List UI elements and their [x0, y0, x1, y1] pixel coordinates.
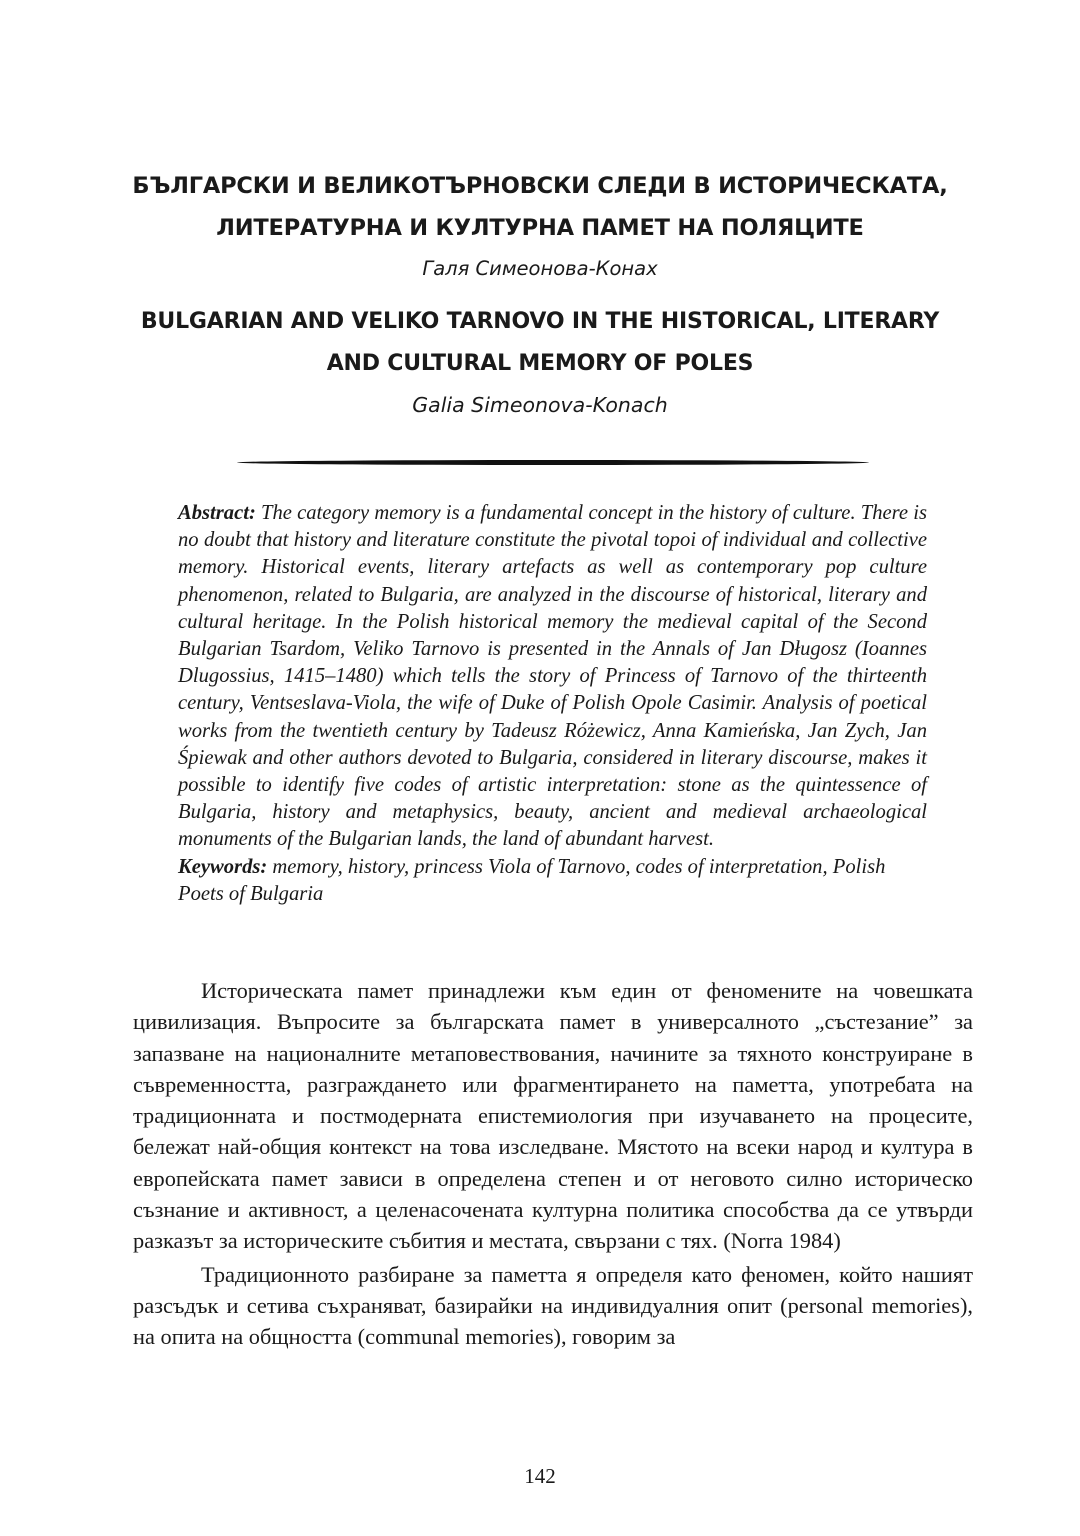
title-english	[100, 301, 980, 385]
author-english: Galia Simeonova-Konach	[412, 393, 668, 417]
page-number: 142	[524, 1464, 556, 1488]
body-paragraph-2: Традиционното разбиране за паметта я определя като феномен, който нашият разсъдък и сетива съхраняват, базирайки на индивидуалния опит (personal memories), на опита на общността (communal memories), говорим за	[133, 1261, 973, 1350]
body-text	[133, 975, 973, 1355]
body-paragraph-1: Историческата памет принадлежи към един от феномените на човешката цивилизация. Въпросите за българската памет в универсалното „състезание” за запазване на националните метаповествования, начините за тяхното конструиране в съвременността, разграждането или фрагментирането на паметта, употребата на традиционната и постмодерната епистемиология при изучаването на процесите, бележат най-общия контекст на това изследване. Мястото на всеки народ и култура в европейската памет зависи в определена степен и от неговото силно историческо съзнание и активност, а целенасочената културна политика способства да се утвърди разказът за историческите събития и местата, свързани с тях. (Norra 1984)	[133, 978, 973, 1254]
abstract-paragraph	[178, 500, 927, 854]
keywords-paragraph	[178, 854, 927, 908]
keywords-label: Keywords:	[178, 855, 268, 878]
keywords-text: memory, history, princess Viola of Tarnovo, codes of interpretation, Polish Poets of Bulgaria	[178, 855, 886, 905]
title-english-line2: AND CULTURAL MEMORY OF POLES	[326, 351, 754, 376]
title-bulgarian-line2: ЛИТЕРАТУРНА И КУЛТУРНА ПАМЕТ НА ПОЛЯЦИТЕ	[216, 215, 864, 241]
abstract-block	[178, 500, 927, 908]
title-divider	[237, 460, 869, 465]
abstract-text: The category memory is a fundamental concept in the history of culture. There is no doubt that history and literature constitute the pivotal topoi of individual and collective memory. Historical events, literary artefacts as well as contemporary pop culture phenomenon, related to Bulgaria, are analyzed in the discourse of historical, literary and cultural heritage. In the Polish historical memory the medieval capital of the Second Bulgarian Tsardom, Veliko Tarnovo is presented in the Annals of Jan Długosz (Ioannes Dlugossius, 1415–1480) which tells the story of Princess of Tarnovo of the thirteenth century, Ventseslava-Viola, the wife of Duke of Polish Opole Casimir. Analysis of poetical works from the twentieth century by Tadeusz Różewicz, Anna Kamieńska, Jan Zych, Jan Śpiewak and other authors devoted to Bulgaria, considered in literary discourse, makes it possible to identify five codes of artistic interpretation: stone as the quintessence of Bulgaria, history and metaphysics, beauty, ancient and medieval archaeological monuments of the Bulgarian lands, the land of abundant harvest.	[178, 502, 927, 851]
abstract-label: Abstract:	[178, 502, 256, 524]
title-english-line1: BULGARIAN AND VELIKO TARNOVO IN THE HISTORICAL, LITERARY	[140, 309, 940, 334]
title-bulgarian-line1: БЪЛГАРСКИ И ВЕЛИКОТЪРНОВСКИ СЛЕДИ В ИСТОРИЧЕСКАТА,	[132, 173, 948, 199]
author-bulgarian: Галя Симеонова-Конах	[422, 257, 658, 280]
title-bulgarian	[100, 165, 980, 249]
